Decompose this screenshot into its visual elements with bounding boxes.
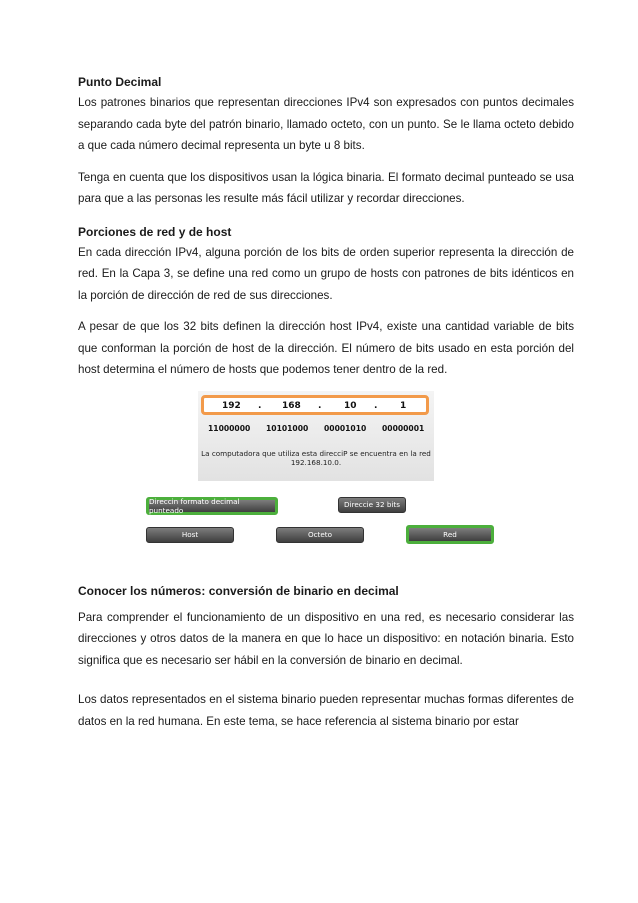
32-bits-button[interactable]: Direccie 32 bits bbox=[338, 497, 406, 513]
red-button[interactable]: Red bbox=[406, 525, 494, 544]
heading-punto-decimal: Punto Decimal bbox=[78, 75, 162, 89]
paragraph-punto-decimal-2: Tenga en cuenta que los dispositivos usan la lógica binaria. El formato decimal punteado se usa para que a las personas les resulte más fácil utilizar y recordar direcciones. bbox=[78, 170, 574, 205]
figure-caption-line-2: 192.168.10.0. bbox=[290, 457, 342, 467]
binary-octet-4: 00000001 bbox=[382, 423, 425, 433]
ip-octet-box bbox=[201, 395, 429, 415]
paragraph-porciones-1: En cada dirección IPv4, alguna porción de los bits de orden superior representa la dirección de red. En la Capa 3, se define una red como un grupo de hosts con patrones de bits idénticos en la porción de dirección de red de sus direcciones. bbox=[78, 245, 574, 302]
paragraph-conocer-1: Para comprender el funcionamiento de un dispositivo en una red, es necesario considerar las direcciones y otros datos de la manera en que lo hace un dispositivo: en notación binaria. Esto significa que es necesario ser hábil en la conversión de binario en decimal. bbox=[78, 610, 574, 667]
heading-conocer-numeros: Conocer los números: conversión de binario en decimal bbox=[78, 583, 399, 598]
heading-porciones: Porciones de red y de host bbox=[78, 224, 232, 239]
ip-address-figure bbox=[78, 391, 574, 581]
binary-octet-1: 11000000 bbox=[208, 423, 251, 433]
figure-caption-line-1: La computadora que utiliza esta direcciP se encuentra en la red bbox=[201, 448, 431, 458]
decimal-format-button[interactable]: Direccin formato decimal punteado bbox=[146, 497, 278, 515]
octeto-button[interactable]: Octeto bbox=[276, 527, 364, 543]
octet-dot-3: . bbox=[374, 400, 378, 411]
octet-dot-2: . bbox=[318, 400, 322, 411]
paragraph-punto-decimal-1: Los patrones binarios que representan direcciones IPv4 son expresados con puntos decimales separando cada byte del patrón binario, llamado octeto, con un punto. Se le llama octeto debido a que cada número decimal representa un byte u 8 bits. bbox=[78, 96, 574, 152]
octet-2: 168 bbox=[282, 400, 301, 411]
binary-octet-3: 00001010 bbox=[324, 423, 367, 433]
ip-panel bbox=[198, 391, 434, 481]
binary-octet-2: 10101000 bbox=[266, 423, 309, 433]
octet-1: 192 bbox=[222, 400, 241, 411]
document-page bbox=[78, 72, 574, 732]
paragraph-conocer-2: Los datos representados en el sistema binario pueden representar muchas formas diferentes de datos en la red humana. En este tema, se hace referencia al sistema binario por estar bbox=[78, 693, 574, 728]
paragraph-porciones-2: A pesar de que los 32 bits definen la dirección host IPv4, existe una cantidad variable de bits que conforman la porción de host de la dirección. El número de bits usado en esta porción del host determina el número de hosts que podemos tener dentro de la red. bbox=[78, 320, 574, 376]
octet-dot-1: . bbox=[258, 400, 262, 411]
host-button[interactable]: Host bbox=[146, 527, 234, 543]
octet-4: 1 bbox=[400, 400, 407, 411]
figure-caption bbox=[198, 449, 434, 467]
octet-3: 10 bbox=[344, 400, 357, 411]
